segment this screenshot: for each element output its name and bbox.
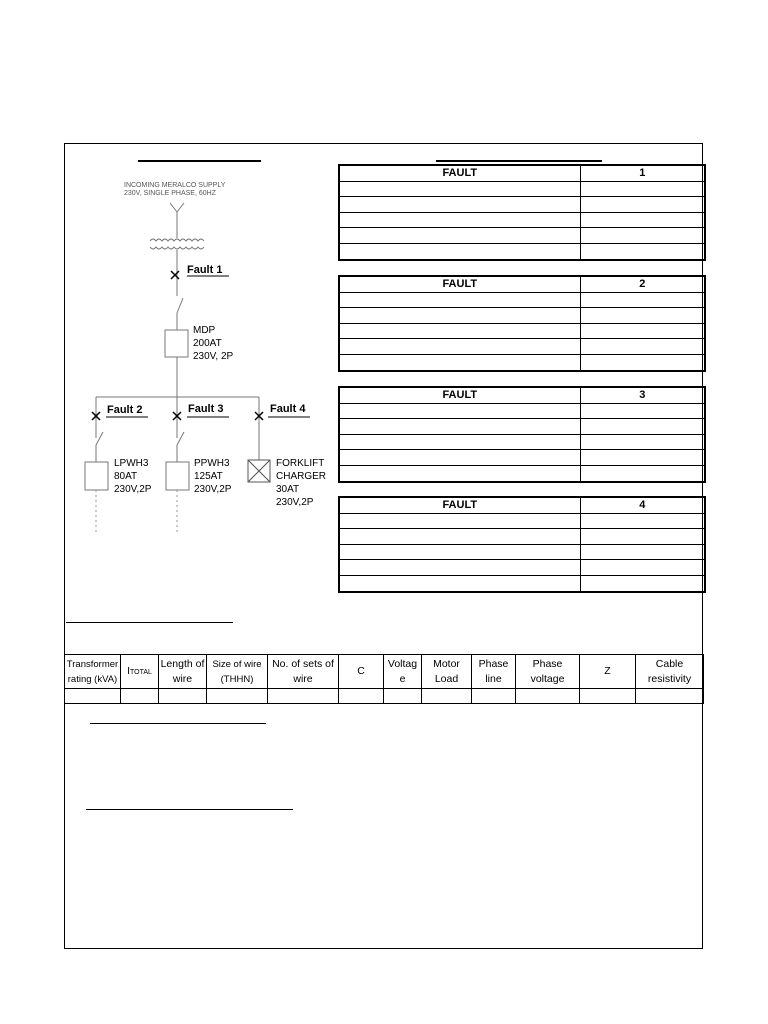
header-phase-line: Phase line [472,655,516,689]
header-cable: Cable resistivity [636,655,704,689]
header-size: Size of wire (THHN) [207,655,268,689]
fault-cell[interactable] [339,465,580,481]
fault-cell[interactable] [339,513,580,529]
fault-cell[interactable] [580,434,705,450]
fault-cell[interactable] [580,228,705,244]
transformer-primary [150,239,204,241]
supply-label-2: 230V, SINGLE PHASE, 60HZ [124,190,216,197]
fault-cell[interactable] [339,575,580,591]
fault-cell[interactable] [580,323,705,339]
fault-cell[interactable] [580,354,705,370]
fault-table-number: 3 [580,387,705,403]
fault-cell[interactable] [339,339,580,355]
fault-cell[interactable] [580,529,705,545]
fault-cell[interactable] [339,434,580,450]
transformer-secondary [150,247,204,249]
fault-cell[interactable] [580,465,705,481]
parameters-table [64,654,704,704]
itotal-main: I [127,664,130,677]
header-phase-voltage: Phase voltage [516,655,580,689]
fault-cell[interactable] [339,243,580,259]
header-length: Length of wire [159,655,207,689]
fault-table-2 [338,275,706,372]
input-cell[interactable] [121,689,159,704]
fault-cell[interactable] [580,243,705,259]
forklift-label: FORKLIFT CHARGER 30AT 230V,2P [276,458,327,508]
input-cell[interactable] [384,689,422,704]
input-cell[interactable] [65,689,121,704]
input-cell[interactable] [268,689,339,704]
ppwh3-label: PPWH3 125AT 230V,2P [194,458,232,495]
supply-label-1: INCOMING MERALCO SUPPLY [124,182,226,189]
header-motor: Motor Load [422,655,472,689]
header-c: C [339,655,384,689]
input-cell[interactable] [472,689,516,704]
input-cell[interactable] [580,689,636,704]
fault-cell[interactable] [580,197,705,213]
header-itotal [121,655,159,689]
fault-cell[interactable] [580,544,705,560]
fault-4-label: Fault 4 [270,403,306,415]
header-z: Z [580,655,636,689]
fault-cell[interactable] [580,560,705,576]
fault-cell[interactable] [339,292,580,308]
fault-table-header: FAULT [339,497,580,513]
fault-table-1 [338,164,706,261]
fault-cell[interactable] [580,181,705,197]
fault-table-4 [338,496,706,593]
fault-table-header: FAULT [339,387,580,403]
fault-cell[interactable] [339,323,580,339]
fault-cell[interactable] [339,354,580,370]
fault-cell[interactable] [339,544,580,560]
fault-cell[interactable] [339,308,580,324]
fault-cell[interactable] [580,403,705,419]
table-header-row [65,655,704,689]
header-transformer: Transformer rating (kVA) [65,655,121,689]
fault-table-number: 4 [580,497,705,513]
fault-table-number: 2 [580,276,705,292]
fault-cell[interactable] [339,181,580,197]
fault-3-label: Fault 3 [188,403,224,415]
fault-cell[interactable] [580,450,705,466]
fault-cell[interactable] [339,529,580,545]
header-sets: No. of sets of wire [268,655,339,689]
fault-cell[interactable] [339,560,580,576]
fault-cell[interactable] [580,292,705,308]
fault-cell[interactable] [339,419,580,435]
fault-table-header: FAULT [339,276,580,292]
fault-cell[interactable] [580,513,705,529]
fault-table-3 [338,386,706,483]
input-cell[interactable] [422,689,472,704]
fault-cell[interactable] [339,228,580,244]
itotal-sub: TOTAL [130,668,152,676]
input-cell[interactable] [516,689,580,704]
fault-cell[interactable] [339,403,580,419]
lpwh3-label: LPWH3 80AT 230V,2P [114,458,152,495]
input-cell[interactable] [159,689,207,704]
fault-table-header: FAULT [339,165,580,181]
lpwh3-panel [85,462,108,490]
fault-cell[interactable] [339,450,580,466]
fault-2-label: Fault 2 [107,404,143,416]
table-input-row [65,689,704,704]
ppwh3-panel [166,462,189,490]
input-cell[interactable] [339,689,384,704]
fault-cell[interactable] [339,212,580,228]
fault-table-number: 1 [580,165,705,181]
input-cell[interactable] [207,689,268,704]
mdp-label: MDP 200AT 230V, 2P [193,325,234,362]
fault-cell[interactable] [580,339,705,355]
fault-1-label: Fault 1 [187,264,223,276]
input-cell[interactable] [636,689,704,704]
fault-cell[interactable] [580,575,705,591]
fault-cell[interactable] [580,308,705,324]
fault-cell[interactable] [580,419,705,435]
mdp-panel [165,330,188,357]
header-voltage: Voltag e [384,655,422,689]
fault-cell[interactable] [339,197,580,213]
fault-cell[interactable] [580,212,705,228]
